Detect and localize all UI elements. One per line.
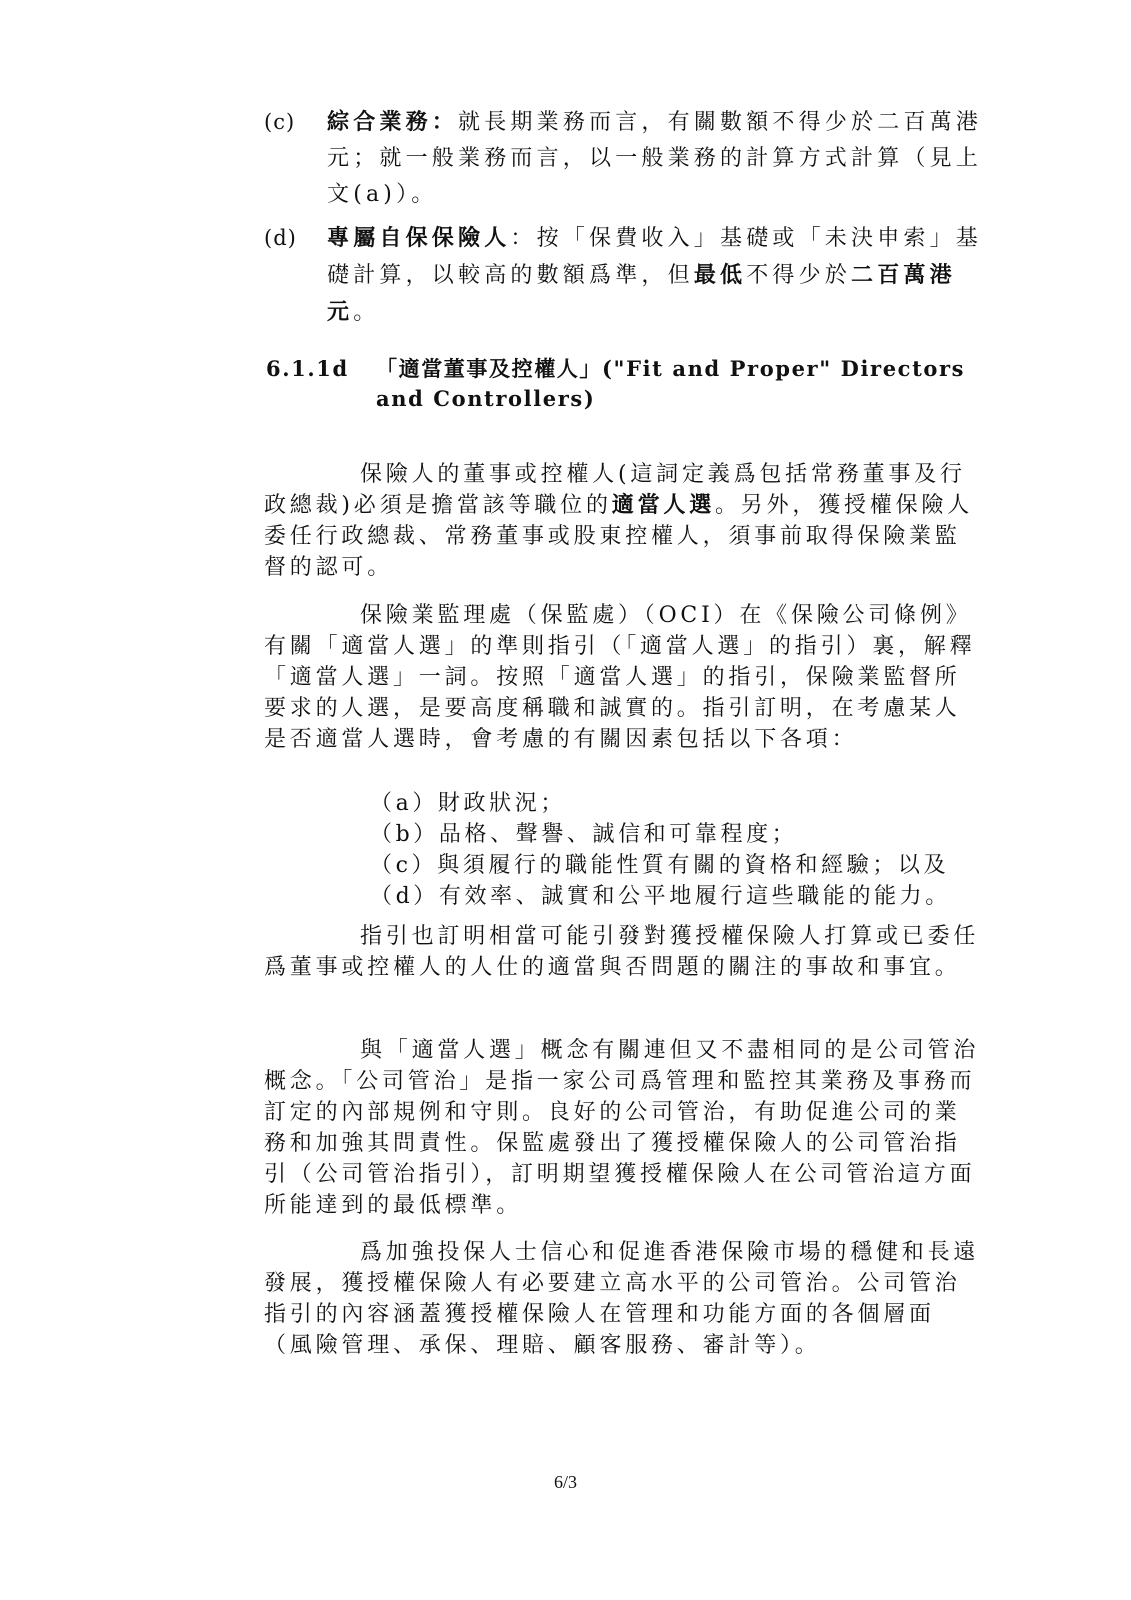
item-bold-amount: 二百萬港元 <box>327 262 956 325</box>
paragraph-text: 保險人的董事或控權人(這詞定義爲包括常務董事及行政總裁)必須是擔當該等職位的 <box>264 462 966 518</box>
paragraph-5: 爲加強投保人士信心和促進香港保險市場的穩健和長遠發展，獲授權保險人有必要建立高水平的公司管治。公司管治指引的內容涵蓋獲授權保險人在管理和功能方面的各個層面（風險管理、承保、理賠、顧客服務、審計等）。 <box>264 1240 980 1358</box>
paragraph-4: 與「適當人選」概念有關連但又不盡相同的是公司管治概念。「公司管治」是指一家公司爲管理和監控其業務及事務而訂定的內部規例和守則。良好的公司管治，有助促進公司的業務和加強其問責性。保監處發出了獲授權保險人的公司管治指引（公司管治指引），訂明期望獲授權保險人在公司管治這方面所能達到的最低標準。 <box>264 1038 980 1218</box>
list-item: （b）品格、聲譽、誠信和可靠程度； <box>370 822 798 847</box>
paragraph-bold-term: 適當人選 <box>611 492 715 518</box>
item-text <box>327 104 986 213</box>
page-number: 6/3 <box>553 1472 577 1492</box>
item-bold-minimum: 最低 <box>693 262 747 288</box>
item-body: 就長期業務而言，有關數額不得少於二百萬港元；就一般業務而言，以一般業務的計算方式計算（見上文(a)）。 <box>327 110 983 207</box>
item-body: ：按「保費收入」基礎或「未決申索」基礎計算，以較高的數額爲準，但 <box>327 226 983 288</box>
list-item-d <box>264 220 986 331</box>
list-item: （c）與須履行的職能性質有關的資格和經驗；以及 <box>370 853 950 878</box>
item-bold-lead: 專屬自保保險人 <box>327 225 511 251</box>
paragraph-3: 指引也訂明相當可能引發對獲授權保險人打算或已委任爲董事或控權人的人仕的適當與否問題的關注的事故和事宜。 <box>264 924 980 980</box>
section-heading <box>266 354 990 414</box>
item-marker: (d) <box>264 226 297 250</box>
paragraph-text: 。另外，獲授權保險人委任行政總裁、常務董事或股東控權人，須事前取得保險業監督的認可。 <box>264 493 974 580</box>
paragraph-1 <box>264 459 986 583</box>
list-item: （d）有效率、誠實和公平地履行這些職能的能力。 <box>370 884 951 909</box>
section-number: 6.1.1d <box>266 356 349 381</box>
item-marker: (c) <box>264 110 296 134</box>
paragraph-2: 保險業監理處（保監處）（OCI）在《保險公司條例》有關「適當人選」的準則指引（「適當人選」的指引）裏，解釋「適當人選」一詞。按照「適當人選」的指引，保險業監督所要求的人選，是要高度稱職和誠實的。指引訂明，在考慮某人是否適當人選時，會考慮的有關因素包括以下各項： <box>264 603 976 752</box>
item-body: 不得少於 <box>746 263 852 288</box>
section-title: 「適當董事及控權人」("Fit and Proper" Directors and Controllers) <box>376 356 966 411</box>
item-body: 。 <box>353 300 380 325</box>
list-item-c <box>264 104 986 213</box>
factors-list <box>370 788 990 912</box>
item-text <box>327 220 986 331</box>
list-item: （a）財政狀況； <box>370 791 566 816</box>
item-bold-lead: 綜合業務： <box>327 109 459 135</box>
